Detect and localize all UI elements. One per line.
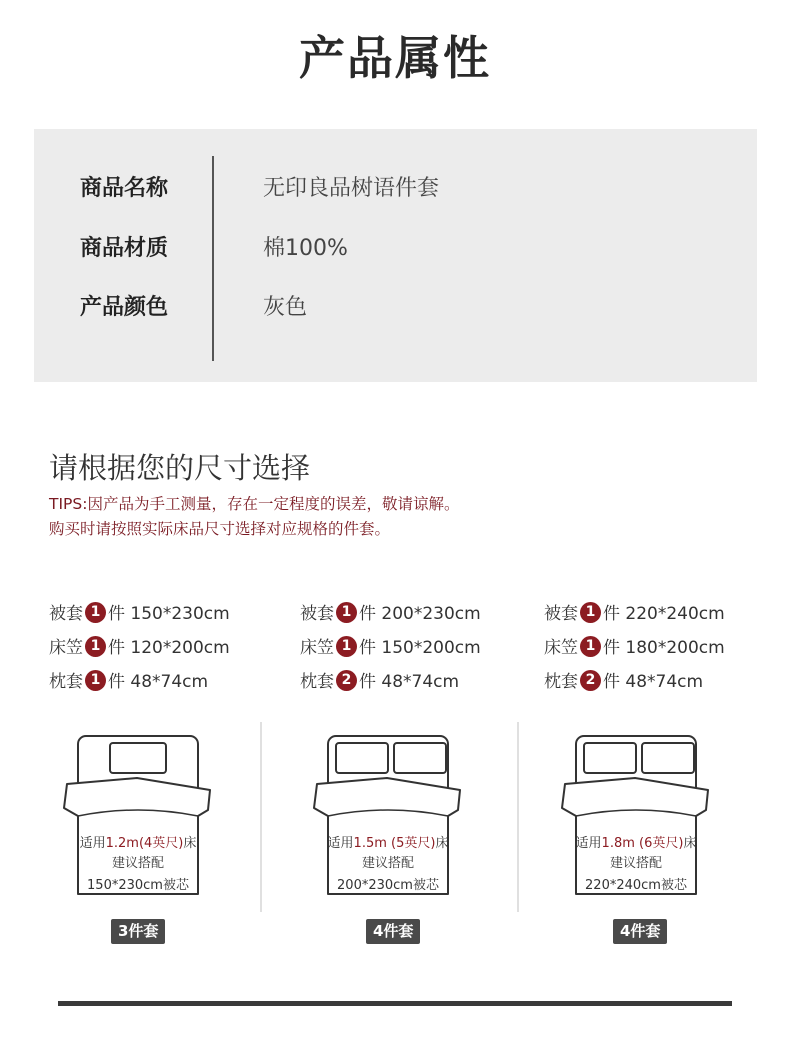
attribute-row-material — [34, 229, 757, 269]
bed-fit-prefix: 适用 — [79, 836, 106, 851]
bed-fit-prefix: 适用 — [327, 836, 354, 851]
spec-size: 120*200cm — [130, 638, 230, 658]
attribute-label: 产品颜色 — [80, 295, 169, 320]
page-title: 产品属性 — [299, 31, 491, 85]
bed-recommend-text: 建议搭配 — [111, 856, 164, 871]
spec-unit: 件 — [603, 604, 620, 624]
set-tag-1: 3件套 — [111, 919, 165, 944]
column-divider — [260, 722, 262, 912]
attribute-value: 灰色 — [263, 295, 308, 320]
spec-size: 220*240cm — [625, 604, 725, 624]
bed-fit-text — [62, 832, 214, 851]
set-tag-2: 4件套 — [366, 919, 420, 944]
spec-pillowcase — [49, 665, 289, 699]
spec-unit: 件 — [359, 672, 376, 692]
spec-name: 被套 — [300, 604, 334, 624]
bed-illustration-1 — [62, 732, 214, 897]
count-badge: 1 — [580, 636, 601, 657]
attribute-label: 商品材质 — [80, 236, 169, 261]
tips-line-1: TIPS:因产品为手工测量，存在一定程度的误差，敬请谅解。 — [49, 495, 460, 513]
bed-duvet-size: 200*230cm被芯 — [337, 878, 439, 893]
spec-size: 48*74cm — [381, 672, 460, 692]
bottom-divider — [58, 1001, 732, 1006]
spec-fitted-sheet — [300, 631, 540, 665]
bed-fit-suffix: 床 — [183, 836, 197, 851]
set-specs-1 — [49, 597, 289, 699]
spec-name: 床笠 — [300, 638, 334, 658]
spec-unit: 件 — [359, 604, 376, 624]
count-badge: 1 — [336, 636, 357, 657]
size-heading: 请根据您的尺寸选择 — [49, 451, 311, 485]
spec-name: 枕套 — [544, 672, 578, 692]
spec-unit: 件 — [603, 672, 620, 692]
set-tag-3: 4件套 — [613, 919, 667, 944]
spec-size: 150*200cm — [381, 638, 481, 658]
bed-duvet-size: 220*240cm被芯 — [585, 878, 687, 893]
bed-outline-icon — [312, 732, 464, 897]
spec-unit: 件 — [603, 638, 620, 658]
tips-line-2: 购买时请按照实际床品尺寸选择对应规格的件套。 — [49, 520, 391, 538]
spec-pillowcase — [544, 665, 784, 699]
spec-unit: 件 — [108, 638, 125, 658]
spec-duvet-cover — [49, 597, 289, 631]
count-badge: 1 — [85, 670, 106, 691]
bed-fit-text — [312, 832, 464, 851]
spec-name: 枕套 — [300, 672, 334, 692]
spec-name: 被套 — [49, 604, 83, 624]
count-badge: 2 — [336, 670, 357, 691]
attribute-row-name — [34, 169, 757, 209]
spec-size: 150*230cm — [130, 604, 230, 624]
spec-name: 床笠 — [49, 638, 83, 658]
spec-duvet-cover — [300, 597, 540, 631]
bed-recommend-text: 建议搭配 — [609, 856, 662, 871]
spec-name: 床笠 — [544, 638, 578, 658]
count-badge: 1 — [85, 636, 106, 657]
bed-size: 1.2m(4英尺) — [105, 836, 184, 851]
attribute-value: 无印良品树语件套 — [263, 176, 440, 201]
count-badge: 1 — [85, 602, 106, 623]
spec-name: 枕套 — [49, 672, 83, 692]
bed-duvet-size: 150*230cm被芯 — [87, 878, 189, 893]
set-specs-2 — [300, 597, 540, 699]
spec-fitted-sheet — [49, 631, 289, 665]
count-badge: 2 — [580, 670, 601, 691]
count-badge: 1 — [580, 602, 601, 623]
bed-size: 1.8m (6英尺) — [601, 836, 684, 851]
bed-fit-prefix: 适用 — [575, 836, 602, 851]
spec-size: 180*200cm — [625, 638, 725, 658]
attribute-row-color — [34, 288, 757, 328]
bed-recommend-text: 建议搭配 — [361, 856, 414, 871]
bed-outline-icon — [62, 732, 214, 897]
spec-unit: 件 — [108, 604, 125, 624]
spec-size: 200*230cm — [381, 604, 481, 624]
spec-unit: 件 — [108, 672, 125, 692]
set-specs-3 — [544, 597, 784, 699]
bed-illustration-3 — [560, 732, 712, 897]
bed-fit-suffix: 床 — [435, 836, 449, 851]
spec-pillowcase — [300, 665, 540, 699]
bed-illustration-2 — [312, 732, 464, 897]
spec-duvet-cover — [544, 597, 784, 631]
spec-unit: 件 — [359, 638, 376, 658]
spec-name: 被套 — [544, 604, 578, 624]
attribute-label: 商品名称 — [80, 176, 169, 201]
bed-fit-text — [560, 832, 712, 851]
spec-size: 48*74cm — [625, 672, 704, 692]
attribute-panel — [34, 129, 757, 382]
spec-size: 48*74cm — [130, 672, 209, 692]
bed-fit-suffix: 床 — [683, 836, 697, 851]
count-badge: 1 — [336, 602, 357, 623]
attribute-value: 棉100% — [263, 236, 348, 261]
column-divider — [517, 722, 519, 912]
bed-outline-icon — [560, 732, 712, 897]
spec-fitted-sheet — [544, 631, 784, 665]
bed-size: 1.5m (5英尺) — [353, 836, 436, 851]
